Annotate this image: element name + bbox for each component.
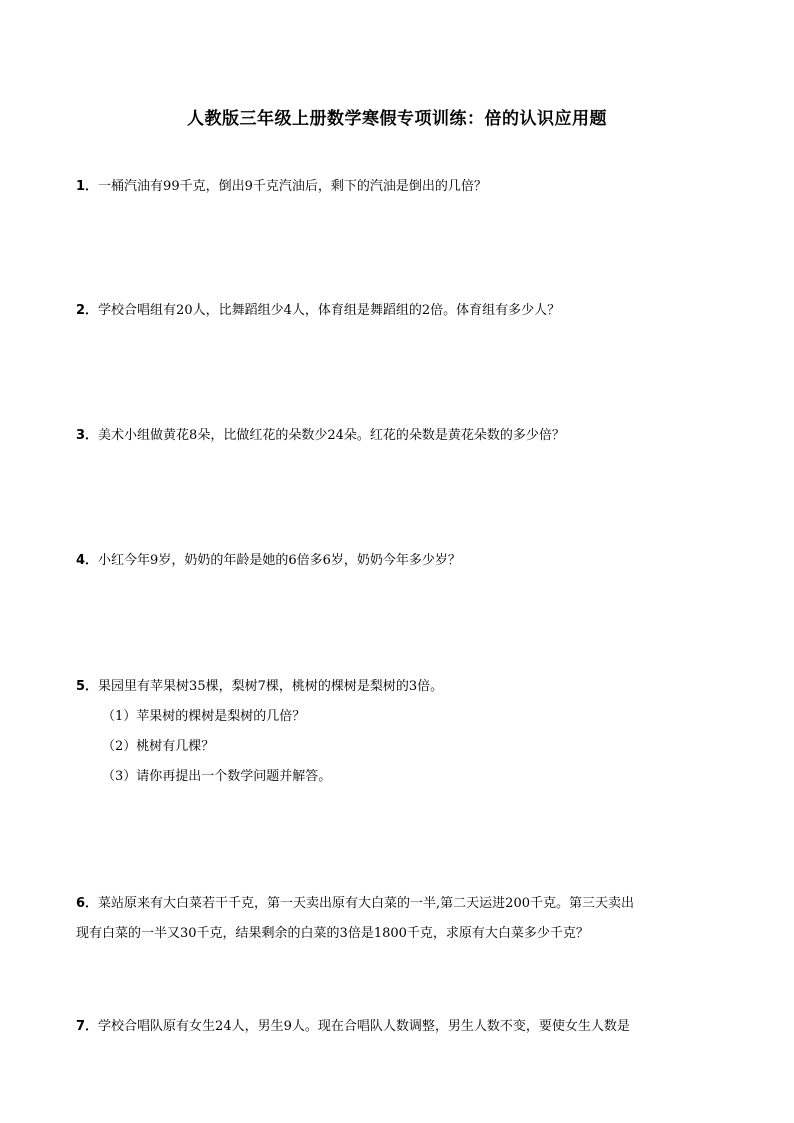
question-5 bbox=[76, 672, 726, 792]
question-number: 6． bbox=[76, 896, 99, 911]
question-text: 一桶汽油有99千克，倒出9千克汽油后，剩下的汽油是倒出的几倍？ bbox=[98, 179, 487, 194]
question-number: 3． bbox=[76, 428, 99, 443]
question-4 bbox=[76, 546, 726, 576]
question-number: 2． bbox=[76, 303, 99, 318]
question-text: 果园里有苹果树35棵，梨树7棵，桃树的棵树是梨树的3倍。 bbox=[98, 679, 444, 694]
question-text: 学校合唱队原有女生24人，男生9人。现在合唱队人数调整，男生人数不变，要使女生人数是 bbox=[98, 1019, 630, 1034]
question-6 bbox=[76, 889, 726, 949]
question-text: 美术小组做黄花8朵，比做红花的朵数少24朵。红花的朵数是黄花朵数的多少倍？ bbox=[98, 428, 565, 443]
sub-question-3: （3）请你再提出一个数学问题并解答。 bbox=[102, 769, 332, 784]
question-number: 4． bbox=[76, 553, 99, 568]
question-text: 学校合唱组有20人，比舞蹈组少4人，体育组是舞蹈组的2倍。体育组有多少人？ bbox=[98, 303, 561, 318]
sub-question-1: （1）苹果树的棵树是梨树的几倍？ bbox=[102, 709, 306, 724]
question-2 bbox=[76, 296, 726, 326]
question-text: 小红今年9岁，奶奶的年龄是她的6倍多6岁，奶奶今年多少岁？ bbox=[98, 553, 461, 568]
question-number: 5． bbox=[76, 679, 99, 694]
question-text-line-1: 菜站原来有大白菜若干千克，第一天卖出原有大白菜的一半,第二天运进200千克。第三天卖出 bbox=[98, 896, 634, 911]
question-7 bbox=[76, 1012, 726, 1042]
page-title: 人教版三年级上册数学寒假专项训练：倍的认识应用题 bbox=[187, 109, 607, 129]
question-3 bbox=[76, 421, 726, 451]
question-number: 7． bbox=[76, 1019, 99, 1034]
question-number: 1． bbox=[76, 179, 99, 194]
sub-question-2: （2）桃树有几棵？ bbox=[102, 739, 215, 754]
question-1 bbox=[76, 172, 726, 202]
question-text-line-2: 现有白菜的一半又30千克，结果剩余的白菜的3倍是1800千克，求原有大白菜多少千克？ bbox=[76, 926, 589, 941]
